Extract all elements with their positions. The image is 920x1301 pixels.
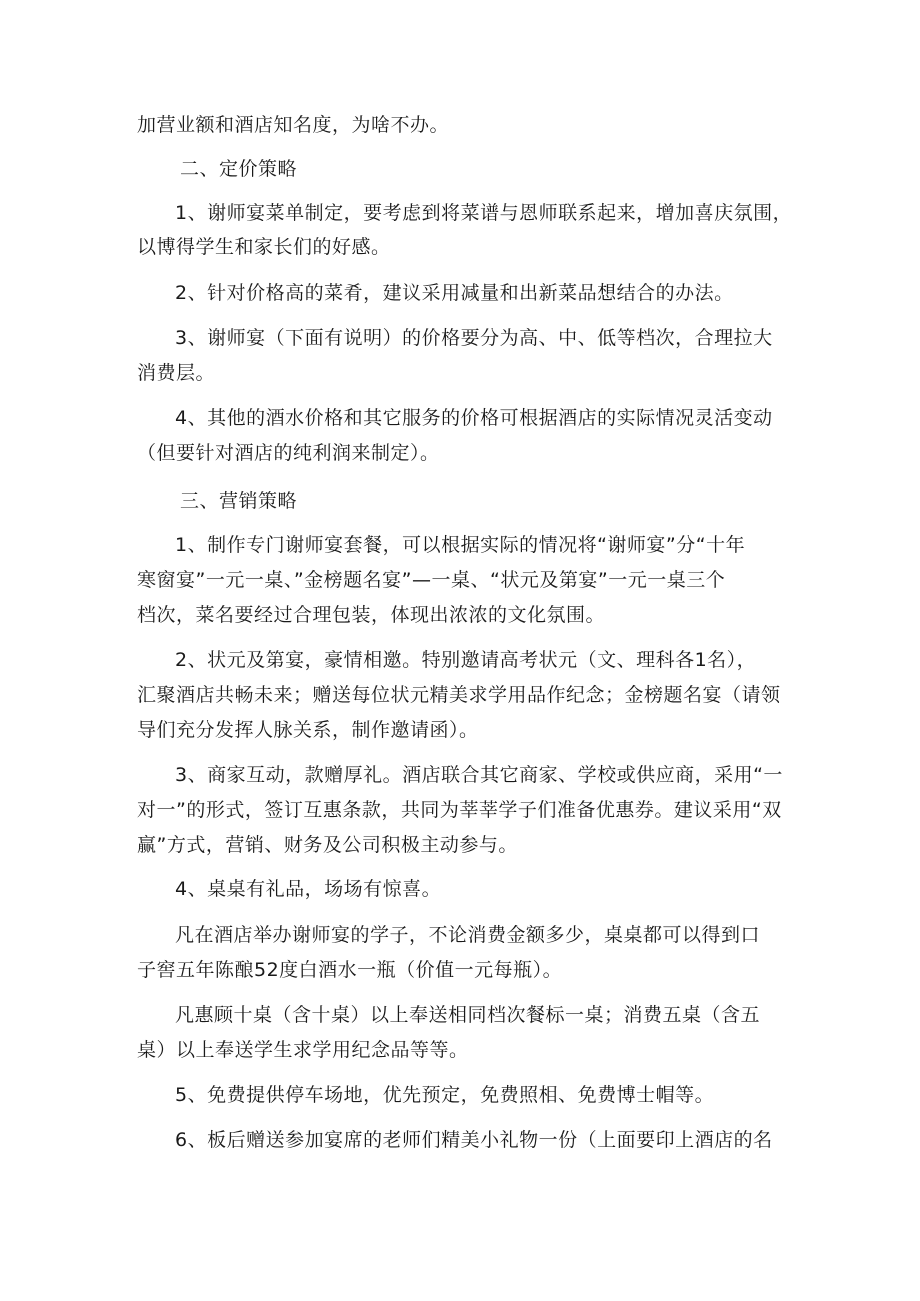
paragraph-line: 3、谢师宴（下面有说明）的价格要分为高、中、低等档次，合理拉大: [175, 327, 773, 349]
paragraph-line: 导们充分发挥人脉关系，制作邀请函）。: [137, 719, 479, 741]
paragraph-line: 6、板后赠送参加宴席的老师们精美小礼物一份（上面要印上酒店的名: [175, 1129, 773, 1151]
paragraph-line: 1、制作专门谢师宴套餐，可以根据实际的情况将“谢师宴”分“十年: [175, 534, 746, 556]
paragraph-line: 寒窗宴”一元一桌、”金榜题名宴”—一桌、“状元及第宴”一元一桌三个: [137, 569, 726, 591]
paragraph-line: 以博得学生和家长们的好感。: [137, 236, 391, 258]
paragraph-line: 子窖五年陈酿52度白酒水一瓶（价值一元每瓶）。: [137, 959, 563, 981]
paragraph-line: 5、免费提供停车场地，优先预定，免费照相、免费博士帽等。: [175, 1084, 715, 1106]
paragraph-line: 凡在酒店举办谢师宴的学子，不论消费金额多少，桌桌都可以得到口: [175, 924, 761, 946]
paragraph-line: 3、商家互动，款赠厚礼。酒店联合其它商家、学校或供应商，采用“一: [175, 764, 783, 786]
section-heading-pricing: 二、定价策略: [180, 158, 298, 180]
paragraph-line: 1、谢师宴菜单制定，要考虑到将菜谱与恩师联系起来，增加喜庆氛围，: [175, 202, 793, 224]
paragraph-line: 加营业额和酒店知名度，为啥不办。: [137, 114, 450, 136]
paragraph-line: 2、状元及第宴，豪情相邀。特别邀请高考状元（文、理科各1名），: [175, 649, 757, 671]
section-heading-marketing: 三、营销策略: [180, 490, 298, 512]
paragraph-line: 对一”的形式，签订互惠条款，共同为莘莘学子们准备优惠券。建议采用“双: [137, 799, 782, 821]
paragraph-line: 桌）以上奉送学生求学用纪念品等等。: [137, 1039, 469, 1061]
paragraph-line: 赢”方式，营销、财务及公司积极主动参与。: [137, 834, 518, 856]
paragraph-line: 4、其他的酒水价格和其它服务的价格可根据酒店的实际情况灵活变动: [175, 407, 773, 429]
paragraph-line: 消费层。: [137, 362, 216, 384]
paragraph-line: （但要针对酒店的纯利润来制定）。: [137, 442, 440, 464]
paragraph-line: 档次，菜名要经过合理包装，体现出浓浓的文化氛围。: [137, 604, 606, 626]
paragraph-line: 汇聚酒店共畅未来；赠送每位状元精美求学用品作纪念；金榜题名宴（请领: [137, 684, 781, 706]
paragraph-line: 2、针对价格高的菜肴，建议采用减量和出新菜品想结合的办法。: [175, 282, 734, 304]
paragraph-line: 4、桌桌有礼品，场场有惊喜。: [175, 878, 442, 900]
paragraph-line: 凡惠顾十桌（含十桌）以上奉送相同档次餐标一桌；消费五桌（含五: [175, 1004, 761, 1026]
